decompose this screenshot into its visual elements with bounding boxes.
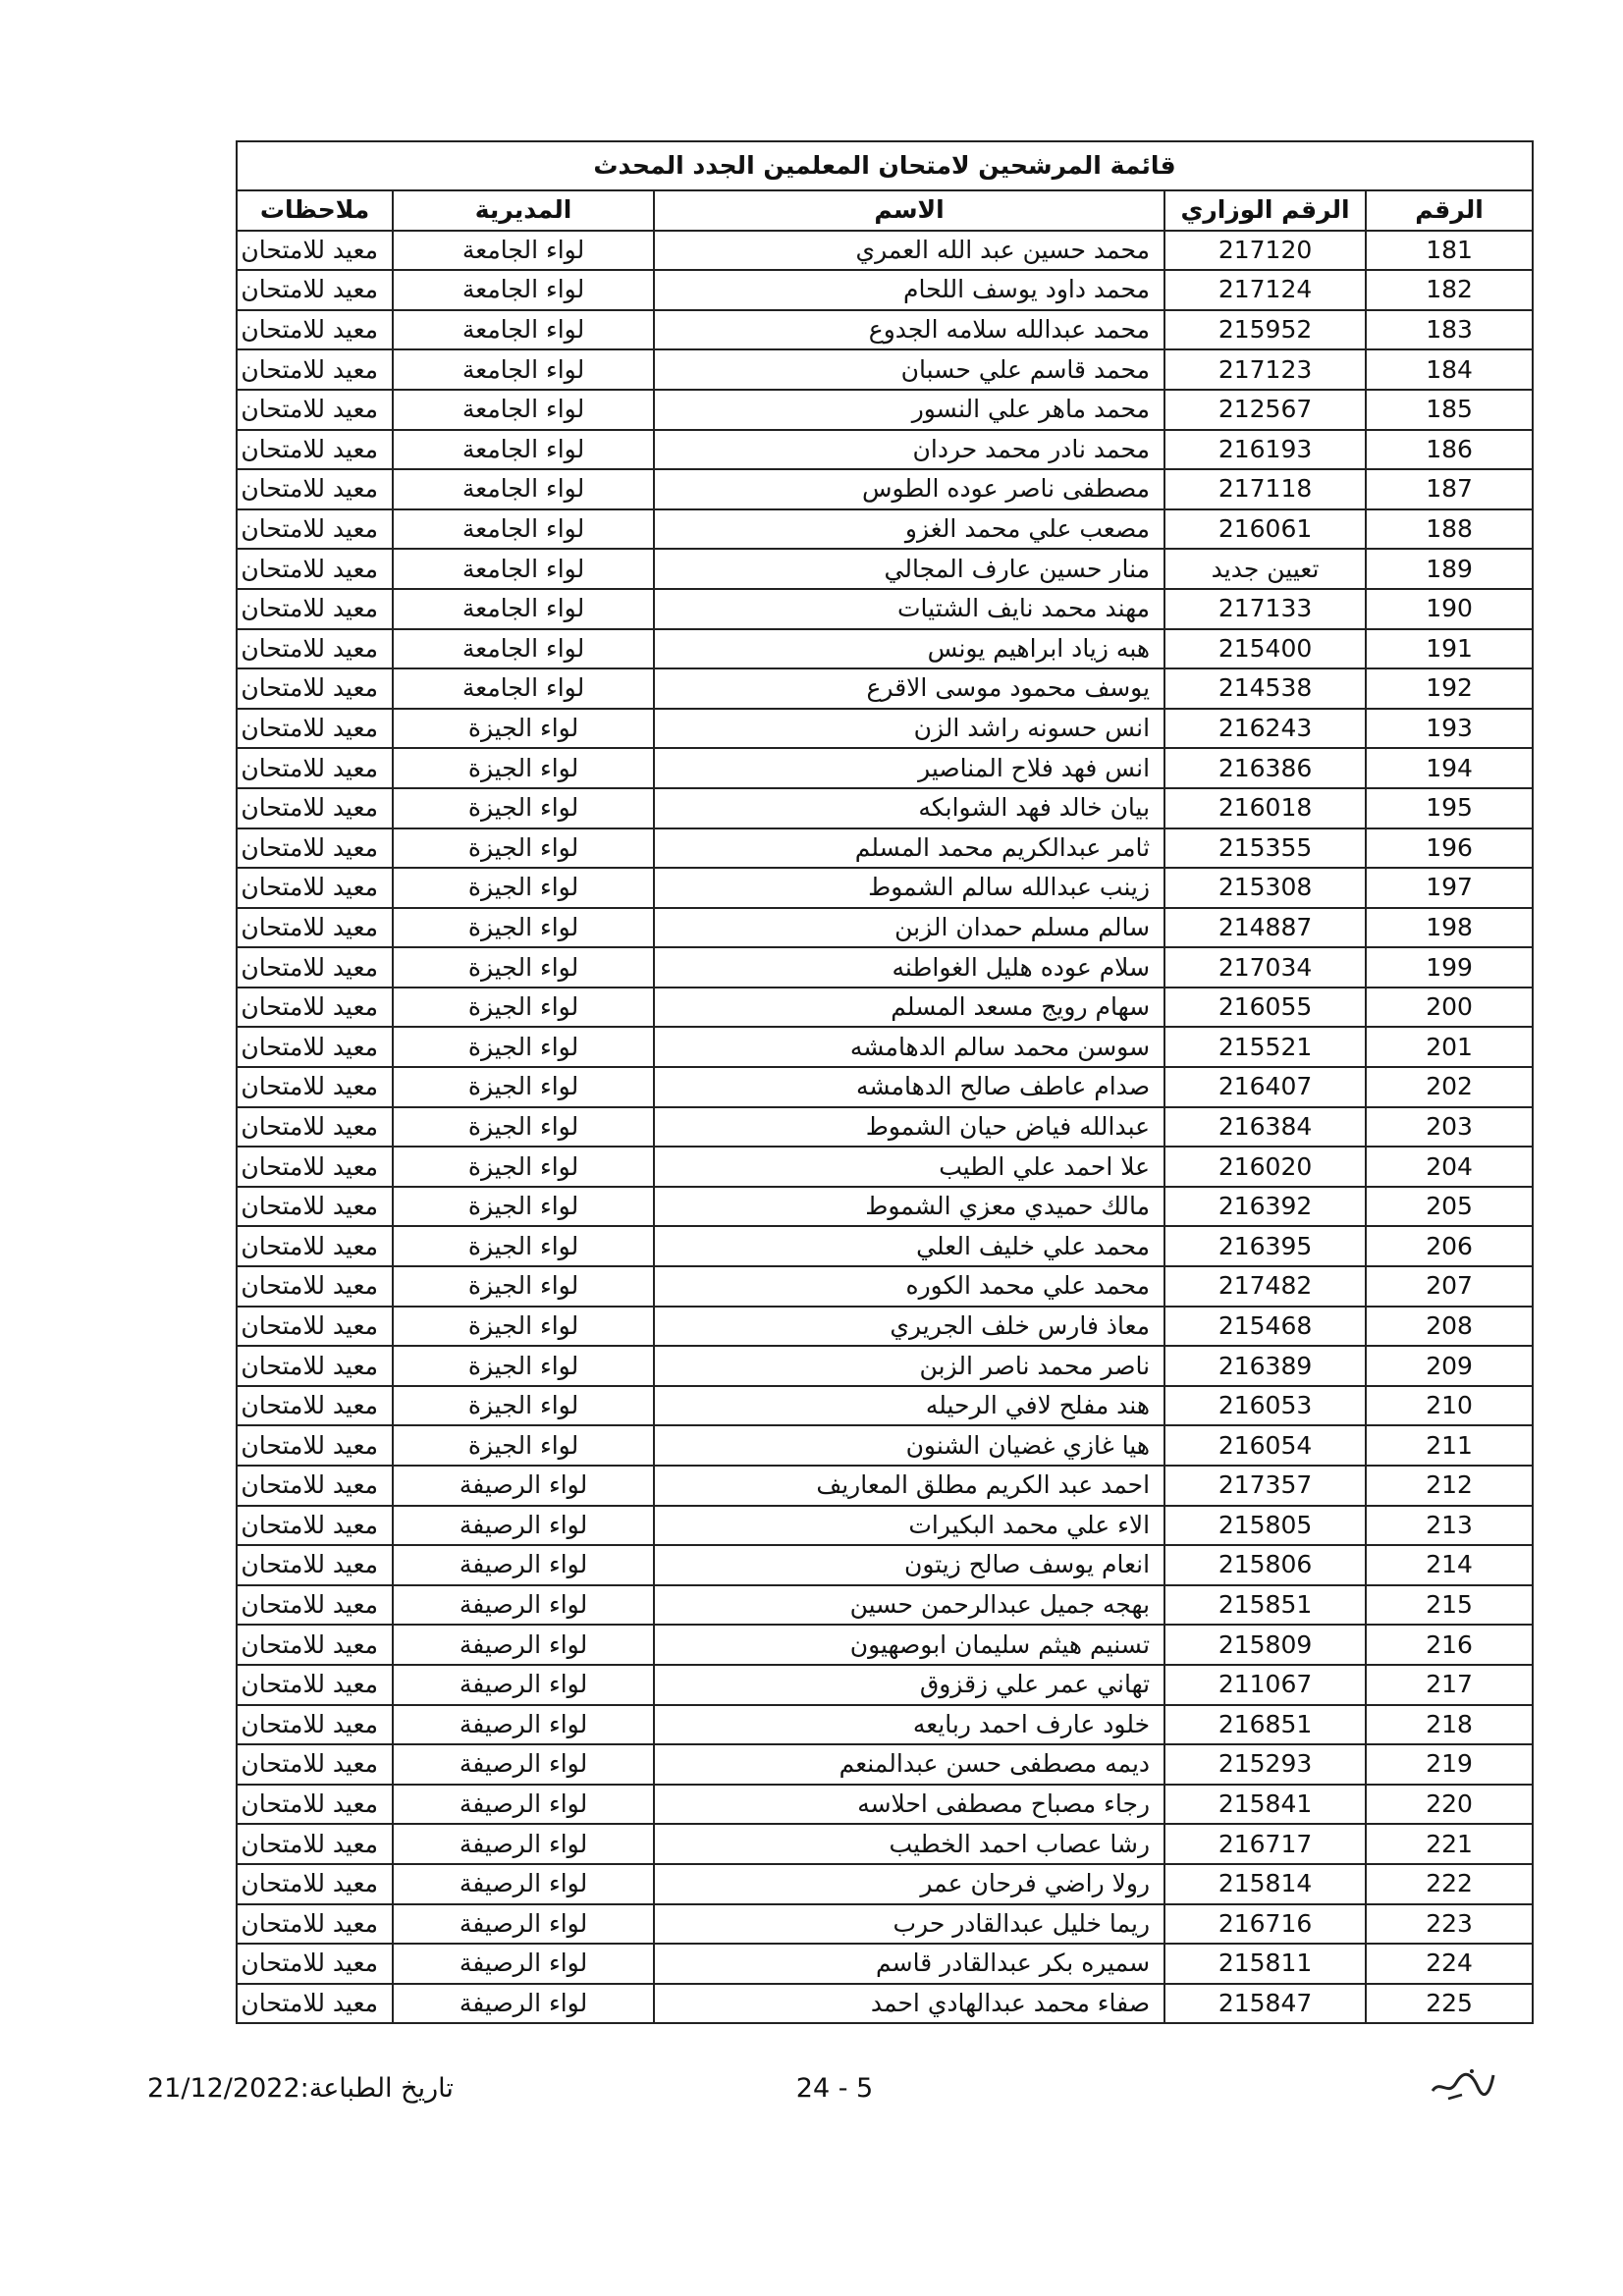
cell-name: بيان خالد فهد الشوابكه [654,788,1164,828]
cell-notes: معيد للامتحان [237,1984,393,2024]
cell-ministry-id: 211067 [1164,1665,1366,1705]
cell-notes: معيد للامتحان [237,1785,393,1825]
cell-directorate: لواء الجيزة [393,1307,654,1347]
cell-ministry-id: 217034 [1164,947,1366,988]
cell-notes: معيد للامتحان [237,1266,393,1307]
column-header-ministry-id: الرقم الوزاري [1164,190,1366,231]
cell-num: 212 [1366,1466,1533,1506]
cell-num: 218 [1366,1705,1533,1745]
cell-num: 206 [1366,1226,1533,1266]
cell-directorate: لواء الجامعة [393,509,654,550]
cell-num: 209 [1366,1346,1533,1386]
cell-ministry-id: 216395 [1164,1226,1366,1266]
cell-ministry-id: 215468 [1164,1307,1366,1347]
cell-num: 202 [1366,1067,1533,1107]
cell-num: 195 [1366,788,1533,828]
cell-notes: معيد للامتحان [237,748,393,788]
table-row [237,1785,1533,1825]
table-row [237,709,1533,749]
print-date: تاريخ الطباعة:21/12/2022 [147,2073,454,2104]
cell-num: 220 [1366,1785,1533,1825]
table-row [237,589,1533,629]
cell-directorate: لواء الرصيفة [393,1466,654,1506]
cell-num: 191 [1366,629,1533,669]
cell-directorate: لواء الجيزة [393,868,654,908]
cell-directorate: لواء الجامعة [393,390,654,430]
cell-ministry-id: 215806 [1164,1545,1366,1585]
cell-notes: معيد للامتحان [237,629,393,669]
table-row [237,1386,1533,1426]
cell-directorate: لواء الجامعة [393,469,654,509]
cell-name: معاذ فارس خلف الجريري [654,1307,1164,1347]
cell-num: 216 [1366,1625,1533,1665]
cell-name: رجاء مصباح مصطفى احلاسه [654,1785,1164,1825]
table-row [237,1307,1533,1347]
cell-directorate: لواء الجيزة [393,828,654,869]
cell-name: ديمه مصطفى حسن عبدالمنعم [654,1744,1164,1785]
table-row [237,1545,1533,1585]
cell-ministry-id: 217123 [1164,349,1366,390]
table-header-row [237,190,1533,231]
cell-ministry-id: 214887 [1164,908,1366,948]
cell-directorate: لواء الرصيفة [393,1824,654,1864]
cell-notes: معيد للامتحان [237,668,393,709]
cell-directorate: لواء الجيزة [393,1147,654,1187]
cell-directorate: لواء الجيزة [393,1226,654,1266]
cell-num: 213 [1366,1506,1533,1546]
table-row [237,549,1533,589]
table-row [237,1705,1533,1745]
cell-name: الاء علي محمد البكيرات [654,1506,1164,1546]
cell-ministry-id: 216243 [1164,709,1366,749]
page-number: 24 - 5 [795,2073,874,2104]
table-row [237,1425,1533,1466]
cell-notes: معيد للامتحان [237,1027,393,1067]
cell-num: 222 [1366,1864,1533,1904]
cell-notes: معيد للامتحان [237,310,393,350]
cell-num: 217 [1366,1665,1533,1705]
cell-num: 224 [1366,1944,1533,1984]
cell-directorate: لواء الرصيفة [393,1665,654,1705]
cell-directorate: لواء الجيزة [393,1107,654,1148]
cell-num: 199 [1366,947,1533,988]
cell-directorate: لواء الجيزة [393,788,654,828]
cell-notes: معيد للامتحان [237,788,393,828]
cell-notes: معيد للامتحان [237,1386,393,1426]
cell-ministry-id: 217482 [1164,1266,1366,1307]
table-row [237,1944,1533,1984]
cell-notes: معيد للامتحان [237,349,393,390]
table-row [237,1864,1533,1904]
table-row [237,1346,1533,1386]
cell-name: تسنيم هيثم سليمان ابوصهيون [654,1625,1164,1665]
cell-directorate: لواء الجيزة [393,988,654,1028]
cell-notes: معيد للامتحان [237,1307,393,1347]
cell-notes: معيد للامتحان [237,1705,393,1745]
cell-ministry-id: 215851 [1164,1585,1366,1626]
table-row [237,1466,1533,1506]
cell-directorate: لواء الرصيفة [393,1585,654,1626]
cell-ministry-id: 216717 [1164,1824,1366,1864]
cell-notes: معيد للامتحان [237,828,393,869]
table-row [237,1226,1533,1266]
cell-notes: معيد للامتحان [237,868,393,908]
cell-ministry-id: 217133 [1164,589,1366,629]
cell-name: ثامر عبدالكريم محمد المسلم [654,828,1164,869]
cell-ministry-id: 216054 [1164,1425,1366,1466]
cell-ministry-id: 216386 [1164,748,1366,788]
cell-ministry-id: 215293 [1164,1744,1366,1785]
cell-name: انعام يوسف صالح زيتون [654,1545,1164,1585]
cell-directorate: لواء الجامعة [393,231,654,271]
cell-num: 205 [1366,1187,1533,1227]
cell-num: 188 [1366,509,1533,550]
cell-notes: معيد للامتحان [237,1425,393,1466]
cell-directorate: لواء الجامعة [393,349,654,390]
cell-name: محمد علي محمد الكوره [654,1266,1164,1307]
table-row [237,1824,1533,1864]
cell-name: هند مفلح لافي الرحيله [654,1386,1164,1426]
cell-directorate: لواء الجامعة [393,270,654,310]
cell-name: هيا غازي غضيان الشنون [654,1425,1164,1466]
cell-name: سالم مسلم حمدان الزبن [654,908,1164,948]
cell-num: 225 [1366,1984,1533,2024]
cell-notes: معيد للامتحان [237,988,393,1028]
cell-num: 223 [1366,1904,1533,1945]
cell-name: سوسن محمد سالم الدهامشه [654,1027,1164,1067]
table-row [237,629,1533,669]
cell-name: عبدالله فياض حيان الشموط [654,1107,1164,1148]
cell-name: انس حسونه راشد الزن [654,709,1164,749]
table-row [237,1984,1533,2024]
cell-ministry-id: 215521 [1164,1027,1366,1067]
cell-notes: معيد للامتحان [237,1824,393,1864]
cell-num: 200 [1366,988,1533,1028]
table-title-row [237,141,1533,190]
cell-name: تهاني عمر علي زقزوق [654,1665,1164,1705]
cell-directorate: لواء الرصيفة [393,1705,654,1745]
cell-name: علا احمد علي الطيب [654,1147,1164,1187]
cell-name: احمد عبد الكريم مطلق المعاريف [654,1466,1164,1506]
cell-name: رشا عصاب احمد الخطيب [654,1824,1164,1864]
cell-num: 186 [1366,430,1533,470]
cell-notes: معيد للامتحان [237,908,393,948]
cell-notes: معيد للامتحان [237,947,393,988]
cell-ministry-id: 216193 [1164,430,1366,470]
cell-notes: معيد للامتحان [237,270,393,310]
cell-num: 215 [1366,1585,1533,1626]
cell-notes: معيد للامتحان [237,1067,393,1107]
cell-ministry-id: 217357 [1164,1466,1366,1506]
cell-directorate: لواء الرصيفة [393,1984,654,2024]
cell-ministry-id: 215847 [1164,1984,1366,2024]
column-header-notes: ملاحظات [237,190,393,231]
cell-directorate: لواء الرصيفة [393,1864,654,1904]
table-row [237,1027,1533,1067]
cell-directorate: لواء الجامعة [393,430,654,470]
table-row [237,908,1533,948]
cell-directorate: لواء الرصيفة [393,1904,654,1945]
cell-num: 189 [1366,549,1533,589]
cell-num: 221 [1366,1824,1533,1864]
candidates-table [236,140,1534,2024]
cell-name: صفاء محمد عبدالهادي احمد [654,1984,1164,2024]
cell-ministry-id: 216407 [1164,1067,1366,1107]
cell-ministry-id: 215841 [1164,1785,1366,1825]
table-row [237,270,1533,310]
cell-directorate: لواء الجامعة [393,589,654,629]
cell-ministry-id: 217124 [1164,270,1366,310]
cell-num: 208 [1366,1307,1533,1347]
cell-directorate: لواء الجيزة [393,1266,654,1307]
table-row [237,947,1533,988]
cell-notes: معيد للامتحان [237,1864,393,1904]
cell-num: 194 [1366,748,1533,788]
table-row [237,1585,1533,1626]
cell-ministry-id: 215811 [1164,1944,1366,1984]
cell-notes: معيد للامتحان [237,469,393,509]
cell-name: سميره بكر عبدالقادر قاسم [654,1944,1164,1984]
candidates-table-wrapper [236,140,1532,2024]
cell-num: 181 [1366,231,1533,271]
cell-directorate: لواء الجيزة [393,1346,654,1386]
cell-directorate: لواء الرصيفة [393,1545,654,1585]
cell-ministry-id: 212567 [1164,390,1366,430]
table-row [237,788,1533,828]
column-header-num: الرقم [1366,190,1533,231]
table-row [237,231,1533,271]
cell-name: محمد نادر محمد حردان [654,430,1164,470]
cell-num: 211 [1366,1425,1533,1466]
table-row [237,1266,1533,1307]
cell-ministry-id: 217118 [1164,469,1366,509]
table-row [237,1147,1533,1187]
cell-num: 187 [1366,469,1533,509]
table-row [237,1625,1533,1665]
cell-directorate: لواء الجامعة [393,549,654,589]
cell-directorate: لواء الجيزة [393,1067,654,1107]
cell-ministry-id: 216053 [1164,1386,1366,1426]
cell-ministry-id: 215952 [1164,310,1366,350]
cell-notes: معيد للامتحان [237,231,393,271]
cell-num: 207 [1366,1266,1533,1307]
cell-notes: معيد للامتحان [237,430,393,470]
cell-notes: معيد للامتحان [237,1585,393,1626]
table-row [237,1665,1533,1705]
table-row [237,1744,1533,1785]
cell-ministry-id: 216020 [1164,1147,1366,1187]
cell-directorate: لواء الجامعة [393,629,654,669]
cell-notes: معيد للامتحان [237,1625,393,1665]
cell-name: محمد قاسم علي حسبان [654,349,1164,390]
table-row [237,828,1533,869]
cell-name: محمد عبدالله سلامه الجدوع [654,310,1164,350]
cell-notes: معيد للامتحان [237,1226,393,1266]
cell-ministry-id: 216716 [1164,1904,1366,1945]
cell-num: 182 [1366,270,1533,310]
cell-num: 197 [1366,868,1533,908]
cell-name: خلود عارف احمد ربايعه [654,1705,1164,1745]
cell-directorate: لواء الجامعة [393,668,654,709]
cell-notes: معيد للامتحان [237,509,393,550]
table-row [237,1506,1533,1546]
cell-name: مصطفى ناصر عوده الطوس [654,469,1164,509]
table-row [237,748,1533,788]
cell-directorate: لواء الرصيفة [393,1625,654,1665]
cell-directorate: لواء الجامعة [393,310,654,350]
cell-notes: معيد للامتحان [237,1665,393,1705]
table-row [237,310,1533,350]
table-row [237,349,1533,390]
cell-name: هبه زياد ابراهيم يونس [654,629,1164,669]
cell-notes: معيد للامتحان [237,1506,393,1546]
cell-ministry-id: 216055 [1164,988,1366,1028]
cell-num: 185 [1366,390,1533,430]
cell-notes: معيد للامتحان [237,1466,393,1506]
cell-num: 190 [1366,589,1533,629]
cell-directorate: لواء الجيزة [393,709,654,749]
cell-directorate: لواء الجيزة [393,1027,654,1067]
cell-ministry-id: 215809 [1164,1625,1366,1665]
table-row [237,430,1533,470]
table-row [237,868,1533,908]
cell-ministry-id: 215814 [1164,1864,1366,1904]
cell-directorate: لواء الجيزة [393,1425,654,1466]
cell-num: 196 [1366,828,1533,869]
cell-ministry-id: 216061 [1164,509,1366,550]
cell-name: ناصر محمد ناصر الزبن [654,1346,1164,1386]
table-row [237,1904,1533,1945]
cell-notes: معيد للامتحان [237,1944,393,1984]
column-header-name: الاسم [654,190,1164,231]
cell-name: سلام عوده هليل الغواطنه [654,947,1164,988]
table-row [237,469,1533,509]
cell-notes: معيد للامتحان [237,1545,393,1585]
cell-notes: معيد للامتحان [237,1147,393,1187]
cell-num: 193 [1366,709,1533,749]
cell-name: محمد ماهر علي النسور [654,390,1164,430]
cell-notes: معيد للامتحان [237,1107,393,1148]
cell-name: صدام عاطف صالح الدهامشه [654,1067,1164,1107]
cell-name: رولا راضي فرحان عمر [654,1864,1164,1904]
cell-ministry-id: تعيين جديد [1164,549,1366,589]
table-row [237,1187,1533,1227]
cell-name: مصعب علي محمد الغزو [654,509,1164,550]
cell-notes: معيد للامتحان [237,709,393,749]
cell-notes: معيد للامتحان [237,1187,393,1227]
cell-ministry-id: 216384 [1164,1107,1366,1148]
cell-name: ريما خليل عبدالقادر حرب [654,1904,1164,1945]
cell-notes: معيد للامتحان [237,1744,393,1785]
cell-ministry-id: 214538 [1164,668,1366,709]
cell-name: محمد حسين عبد الله العمري [654,231,1164,271]
cell-num: 198 [1366,908,1533,948]
cell-name: انس فهد فلاح المناصير [654,748,1164,788]
cell-num: 210 [1366,1386,1533,1426]
cell-name: محمد علي خليف العلي [654,1226,1164,1266]
cell-name: مالك حميدي معزي الشموط [654,1187,1164,1227]
table-row [237,1107,1533,1148]
cell-ministry-id: 216389 [1164,1346,1366,1386]
cell-name: منار حسين عارف المجالي [654,549,1164,589]
cell-ministry-id: 215355 [1164,828,1366,869]
table-row [237,668,1533,709]
cell-num: 214 [1366,1545,1533,1585]
cell-directorate: لواء الجيزة [393,1386,654,1426]
column-header-directorate: المديرية [393,190,654,231]
cell-directorate: لواء الرصيفة [393,1785,654,1825]
cell-num: 184 [1366,349,1533,390]
cell-directorate: لواء الجيزة [393,947,654,988]
cell-name: زينب عبدالله سالم الشموط [654,868,1164,908]
table-row [237,1067,1533,1107]
cell-directorate: لواء الرصيفة [393,1744,654,1785]
cell-name: سهام رويج مسعد المسلم [654,988,1164,1028]
cell-ministry-id: 216851 [1164,1705,1366,1745]
cell-ministry-id: 216392 [1164,1187,1366,1227]
signature-mark [1429,2061,1497,2109]
cell-notes: معيد للامتحان [237,1346,393,1386]
cell-directorate: لواء الجيزة [393,1187,654,1227]
table-title: قائمة المرشحين لامتحان المعلمين الجدد المحدث [237,141,1533,190]
table-row [237,509,1533,550]
cell-ministry-id: 216018 [1164,788,1366,828]
cell-directorate: لواء الرصيفة [393,1944,654,1984]
table-body [237,231,1533,2024]
table-row [237,390,1533,430]
cell-directorate: لواء الرصيفة [393,1506,654,1546]
cell-num: 219 [1366,1744,1533,1785]
cell-num: 192 [1366,668,1533,709]
cell-ministry-id: 215308 [1164,868,1366,908]
cell-name: بهجه جميل عبدالرحمن حسين [654,1585,1164,1626]
cell-notes: معيد للامتحان [237,549,393,589]
cell-notes: معيد للامتحان [237,589,393,629]
cell-name: محمد داود يوسف اللحام [654,270,1164,310]
cell-num: 183 [1366,310,1533,350]
cell-ministry-id: 215400 [1164,629,1366,669]
cell-notes: معيد للامتحان [237,390,393,430]
cell-ministry-id: 217120 [1164,231,1366,271]
cell-directorate: لواء الجيزة [393,908,654,948]
cell-name: مهند محمد نايف الشتيات [654,589,1164,629]
cell-num: 204 [1366,1147,1533,1187]
cell-name: يوسف محمود موسى الاقرع [654,668,1164,709]
cell-ministry-id: 215805 [1164,1506,1366,1546]
cell-num: 203 [1366,1107,1533,1148]
cell-notes: معيد للامتحان [237,1904,393,1945]
table-row [237,988,1533,1028]
cell-directorate: لواء الجيزة [393,748,654,788]
cell-num: 201 [1366,1027,1533,1067]
